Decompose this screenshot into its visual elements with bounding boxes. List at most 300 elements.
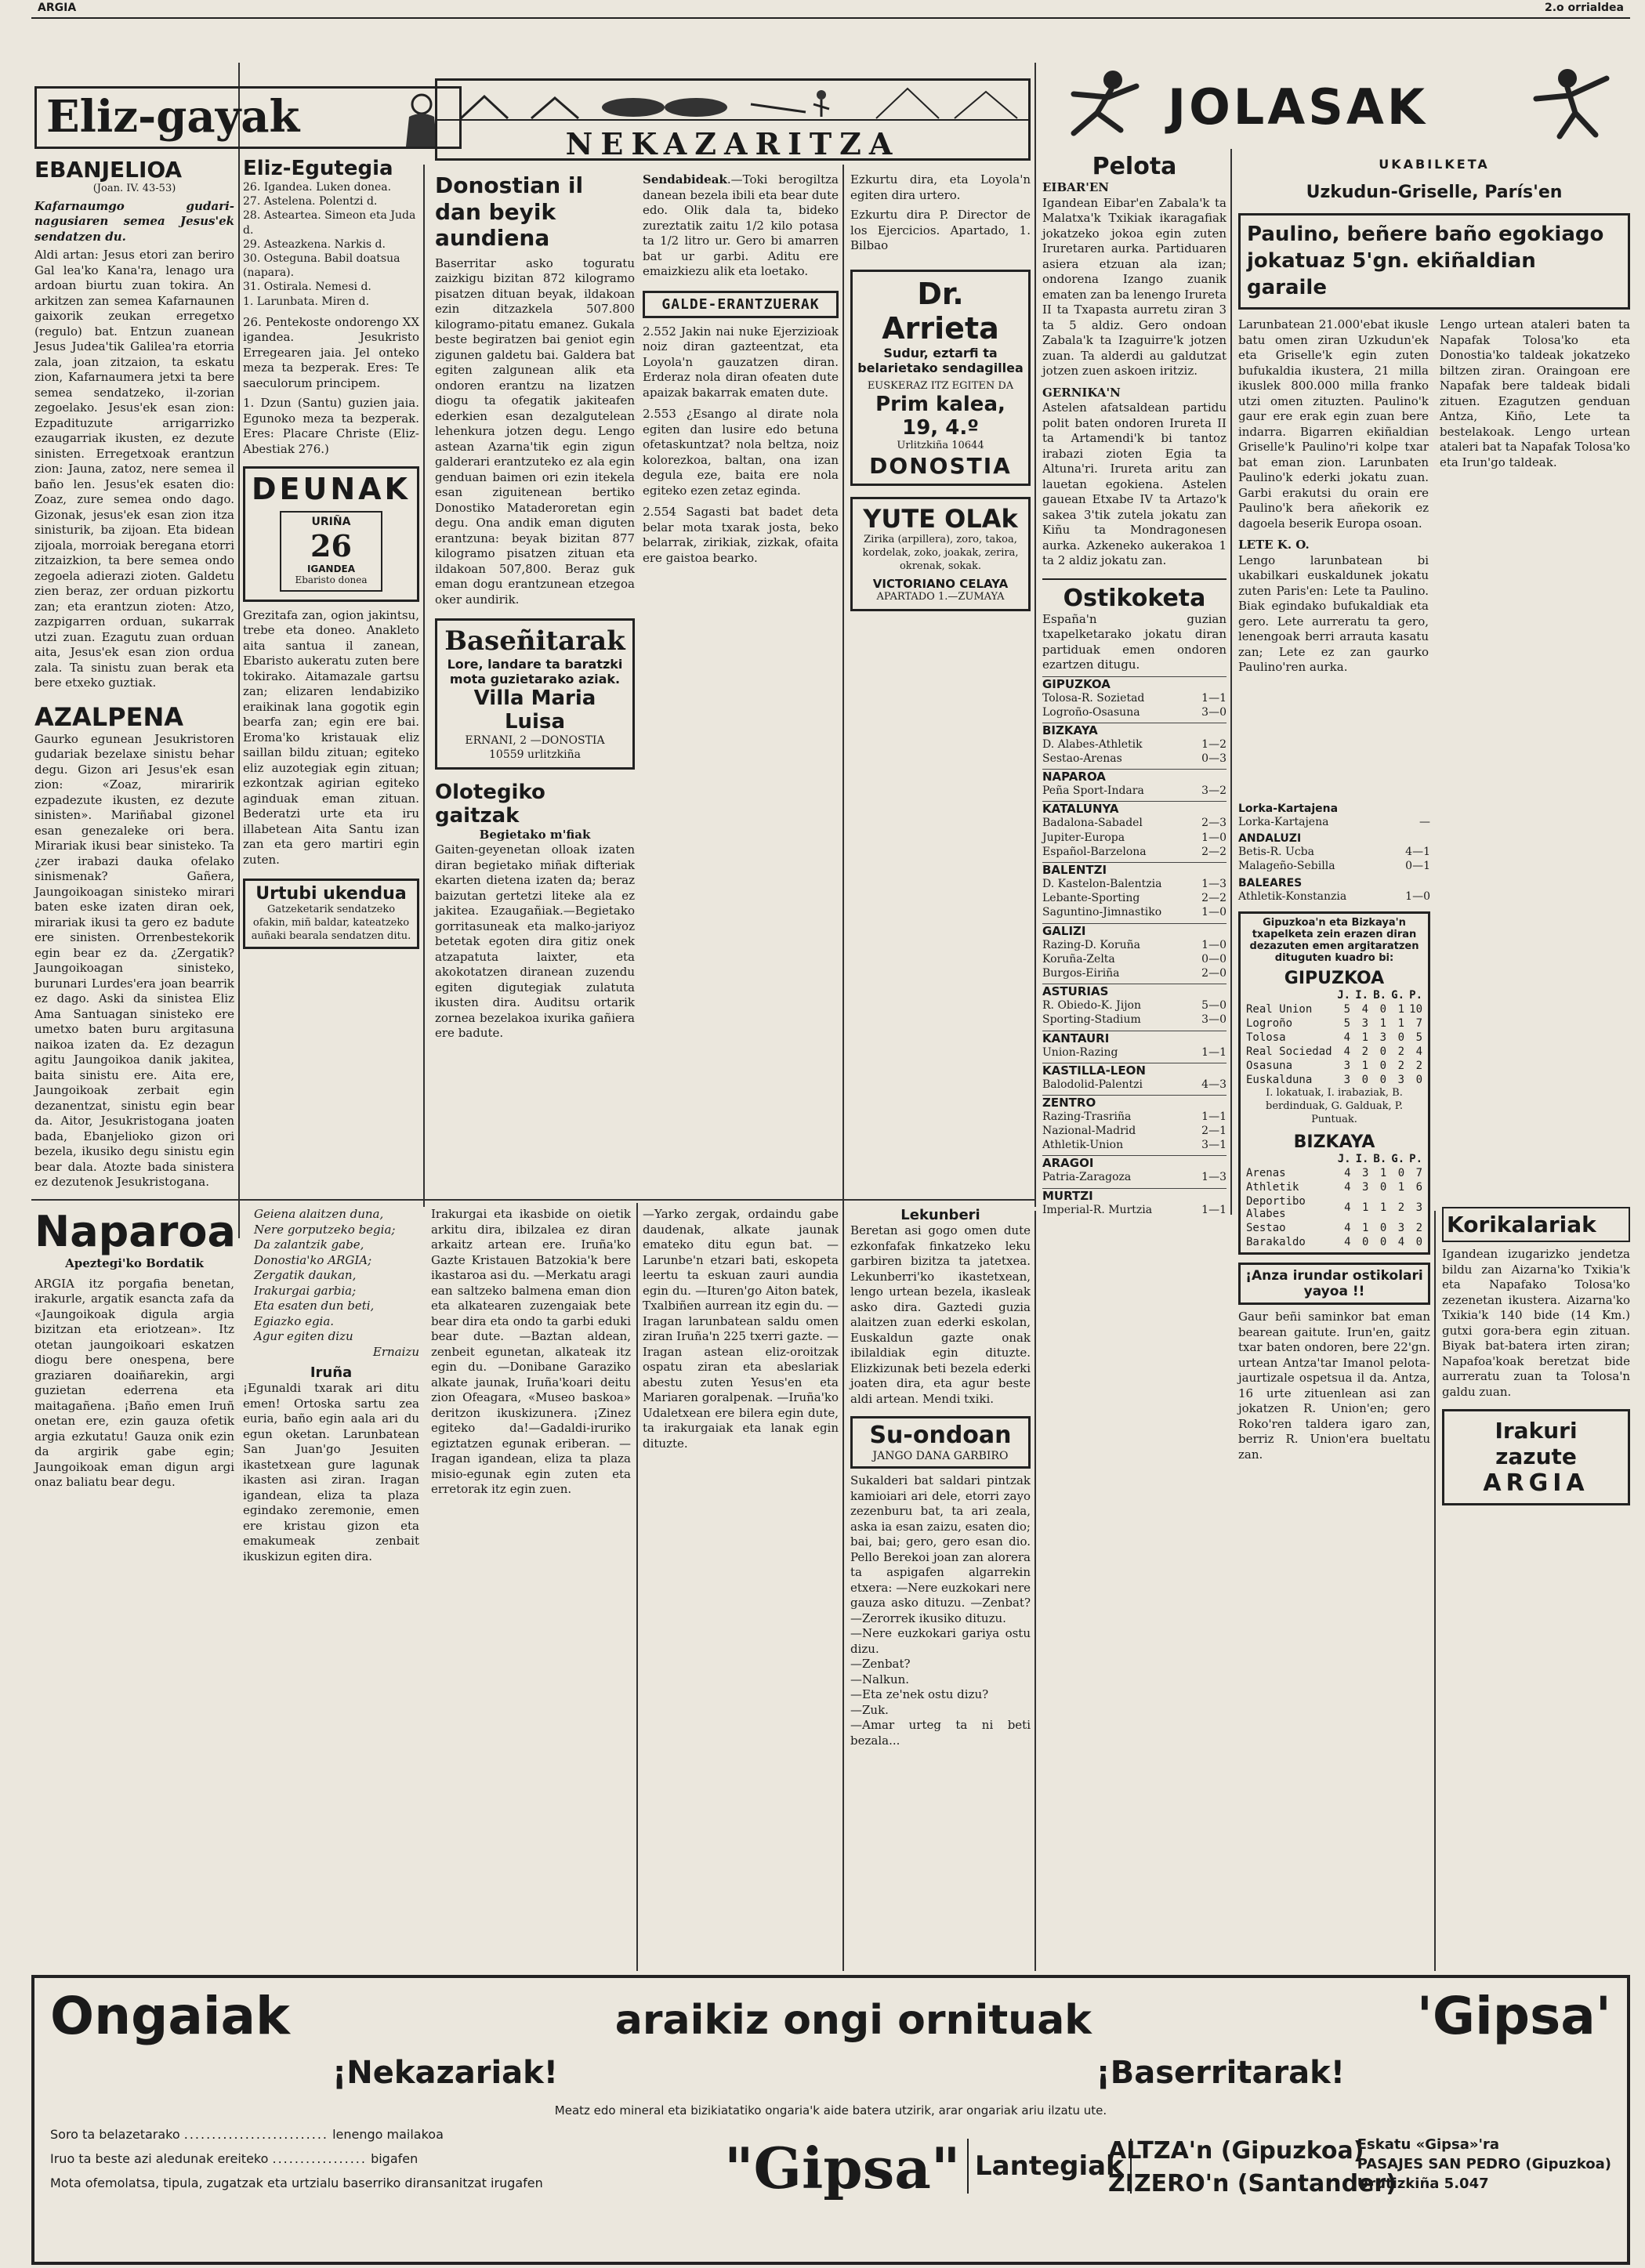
egutegia-column	[243, 157, 419, 1199]
nekazaritza-banner	[435, 78, 1031, 161]
lekunberri-text: Beretan asi gogo omen dute ezkonfafak finkatzeko leku garbiren bizitza ta jatetxea. Lekunberri'ko ikastetxean, lengo urtean bezela, ikasleak asko dira. Gaztedi guzia alaitzen zuan ederki eskolan, Euskaldun gazte onak ibilaldiak egin dituzte. Elizkizunak beti bezela ederki joaten dira, eta agur beste aldi artean. Mendi txiki.	[850, 1223, 1031, 1406]
table-row	[1244, 1045, 1425, 1059]
donostian-title: Donostian il dan beyik aundiena	[435, 172, 584, 252]
table-header-cell: I.	[1355, 1153, 1369, 1166]
match-row	[1042, 905, 1227, 919]
column-rule	[842, 165, 844, 1207]
match-teams: Jupiter-Europa	[1042, 831, 1125, 844]
table-row	[1244, 1031, 1425, 1045]
league-name: ZENTRO	[1042, 1095, 1227, 1110]
table-cell: 0	[1379, 1002, 1387, 1016]
table-cell: 3	[1397, 1073, 1405, 1086]
deunak-saint: Ebaristo donea	[295, 574, 368, 586]
table-cell: Deportibo Alabes	[1246, 1195, 1306, 1221]
match-row	[1042, 831, 1227, 845]
basetitarak-title: Baseñitarak	[444, 625, 625, 658]
pelota-text: Igandean Eibar'en Zabala'k ta Malatxa'k Txikiak ikaragafiak jokatzeko jokoa egin zuten Iruretaren aurka. Partiduaren asiera etzuan ala izan; ondorena Izango zuanik ematen zan ba lenengo Irureta II ta Txapasta aurretu ziran 3 ta 5 aldiz. Gero ondoan Zabala'k ta Izaguirre'k jotzen zuan. Ta alderdi au galdutzat jotzen zuen askoen iritziz.	[1042, 195, 1227, 378]
lete-text: Lengo larunbatean bi ukabilkari euskaldunek jokatu zuten Paris'en: Lete ta Paulino. Biak egindako bufukaldiak eta gero. Lete aurreratu ta gero, lenengoak berri arrauta kasatu zan; Lete ez zan gaurko Paulino'ren aurka.	[1238, 553, 1429, 675]
match-teams: Balodolid-Palentzi	[1042, 1078, 1143, 1091]
naparoa-col-2	[243, 1207, 419, 1967]
suondoan-dialog	[850, 1626, 1031, 1748]
match-teams: Burgos-Eiriña	[1042, 966, 1120, 980]
table-cell: Real Union	[1246, 1002, 1313, 1016]
table-row	[1244, 1073, 1425, 1087]
match-row	[1042, 1170, 1227, 1184]
table-cell: Arenas	[1246, 1167, 1286, 1180]
lete-title: LETE K. O.	[1238, 538, 1310, 553]
lekunberri-title: Lekunberi	[900, 1207, 980, 1223]
irunea-text: ¡Egunaldi txarak ari ditu emen! Ortoska sartu zea euria, baño egin aala ari du egun oketan. Larunbatean San Juan'go Jesuiten ikastetxean gure lagunak ikasten asi ziran. Iragan igandean, eliza ta plaza egindako zeremonie, emen ere kristau gizon eta emakumeak zenbait ikuskizun egiten dira.	[243, 1381, 419, 1563]
table-header-row	[1244, 1152, 1425, 1166]
table-cell: 3	[1361, 1016, 1369, 1030]
table-cell: 0	[1379, 1236, 1387, 1249]
poem-sign: Ernaizu	[372, 1344, 419, 1359]
egutegia-dzun: 1. Dzun (Santu) guzien jaia. Egunoko meza ta bezperak. Eres: Placare Christe (Eliz-Abestiak 276.)	[243, 396, 419, 456]
dr-sub: EUSKERAZ ITZ EGITEN DA	[867, 379, 1014, 392]
table-cell: 2	[1415, 1059, 1422, 1072]
bizkaya-title: BIZKAYA	[1293, 1132, 1375, 1153]
table-cell: 0	[1397, 1031, 1405, 1044]
match-score: 3—2	[1201, 784, 1227, 798]
poem-line: Geiena alaitzen duna,	[254, 1207, 384, 1221]
table-header-cell	[1244, 1152, 1335, 1166]
match-teams: Razing-D. Koruña	[1042, 938, 1140, 951]
gipsa-l1b: araikiz ongi ornituak	[614, 1997, 1092, 2044]
table-cell: 4	[1344, 1222, 1351, 1235]
match-row	[1042, 1078, 1227, 1092]
gipuzkoa-bizkaya-box	[1238, 911, 1430, 1255]
yute-addr: APARTADO 1.—ZUMAYA	[876, 590, 1005, 603]
naparoa-poem	[254, 1207, 419, 1345]
match-teams: Español-Barzelona	[1042, 845, 1147, 858]
column-rule	[423, 165, 425, 1207]
match-row	[1042, 1045, 1227, 1060]
dialog-line: —Amar urteg ta ni beti bezala...	[850, 1718, 1031, 1748]
match-score: 2—2	[1201, 845, 1227, 858]
egutegia-item: 1. Larunbata. Miren d.	[243, 295, 370, 308]
naparoa-text: ARGIA itz porgafia benetan, irakurle, argatik esancta zafa da «Jaungoikoak digula argia bizitzan eta eriotzean». Itz otetan jaungoikoari eskatzen diogu bere onespena, bere graziaren doaiñarekin, argi guzietan ederrena eta maitagañena. ¡Baño emen Iruñ onetan ere, ezin gauza ofetik argia ezkutatu! Gauza onik ezin da argirik gabe egin; Jaungoikoak eman digun argi onaz baliatu bear degu.	[34, 1276, 234, 1489]
eliz-title: Eliz-gayak	[46, 91, 300, 143]
pelota-column	[1042, 153, 1227, 1216]
gipsa-zizero: ZIZERO'n (Santander)	[1108, 2170, 1397, 2197]
deunak-box	[243, 466, 419, 602]
league-name: ARAGOI	[1042, 1155, 1227, 1170]
urtubi-box	[243, 879, 419, 949]
gipsa-brand: "Gipsa"	[724, 2135, 961, 2201]
table-cell: 4	[1361, 1002, 1369, 1016]
header-right: 2.o orrialdea	[1545, 2, 1624, 14]
table-cell: Tolosa	[1246, 1031, 1286, 1044]
match-teams: Imperial-R. Murtzia	[1042, 1203, 1153, 1216]
galdeg-answer-1: Ezkurtu dira, eta Loyola'n egiten dira urtero.	[850, 172, 1031, 202]
naparoa-col3-text: —Yarko zergak, ordaindu gabe daudenak, alkate jaunak emateko ditu egun bat. —Larunbe'n etzari bati, eskopeta leertu ta eskuan zauri aundia egin du. —Ituren'go Aiton batek, Txalbiñen aurrean itz egin du. —Iragan larunbatean saldu omen ziran Iruña'n 225 txerri gazte. —Iragan astean eliz-oroitzak ospatu ziran eta abeslariak abestu zuten Yesus'en eta Mariaren goralpenak. —Iruña'ko Udaletxean ere bilera egin dute, ta irakurgaiak eta lanak egin dituzte.	[643, 1207, 839, 1451]
ebanjelioa-ref: (Joan. IV. 43-53)	[92, 183, 176, 194]
table-cell: 5	[1343, 1002, 1351, 1016]
farmer-plowing-illustration	[437, 81, 1028, 128]
gipsa-pasajes: PASAJES SAN PEDRO (Gipuzkoa)	[1357, 2156, 1611, 2173]
anza-title: ¡Anza irundar ostikolari yayoa !!	[1245, 1268, 1423, 1300]
egutegia-title: Eliz-Egutegia	[243, 157, 393, 180]
match-teams: Patria-Zaragoza	[1042, 1171, 1132, 1184]
suondoan-box	[850, 1416, 1031, 1469]
table-cell: 0	[1379, 1073, 1387, 1086]
result-score: 0—1	[1405, 860, 1430, 873]
match-teams: R. Obiedo-K. Jijon	[1042, 999, 1141, 1013]
match-score: 3—0	[1201, 705, 1227, 719]
egutegia-item: 27. Astelena. Polentzi d.	[243, 195, 378, 208]
match-row	[1042, 1138, 1227, 1152]
table-cell: 3	[1361, 1167, 1369, 1180]
table-cell: 0	[1379, 1222, 1387, 1235]
yute-title: YUTE OLAk	[863, 504, 1018, 534]
match-score: 3—0	[1201, 1013, 1227, 1027]
yute-ad	[850, 497, 1031, 611]
table-cell: 7	[1415, 1016, 1422, 1030]
match-score: 3—1	[1201, 1139, 1227, 1152]
match-row	[1042, 877, 1227, 891]
sendabide-text: Toki berogiltza danean bezela ibili eta bear dute edo. Olik dala ta, bideko zureztatik zaitu 1/2 kilo potasa ta 1/2 litro ur. Gero bi amarren bat ur garbi. Aditu ere emaizkiezu alik eta loetako.	[643, 172, 839, 278]
dr-city: DONOSTIA	[869, 453, 1012, 480]
table-header-cell	[1244, 988, 1335, 1002]
ukabilketa-headline: Paulino, beñere baño egokiago jokatuaz 5'gn. ekiñaldian garaile	[1247, 223, 1604, 299]
gipsa-l1c: 'Gipsa'	[1416, 1986, 1611, 2046]
gipsa-lant-box	[967, 2139, 1132, 2194]
dr-line: Sudur, eztarfi ta belarietako sendagillea	[857, 345, 1024, 375]
dr-arrieta-ad	[850, 270, 1031, 487]
dialog-line: —Zuk.	[850, 1702, 889, 1717]
table-cell: 4	[1344, 1236, 1351, 1249]
results-group-name: Lorka-Kartajena	[1238, 802, 1339, 815]
korikalariak-box	[1442, 1207, 1630, 1242]
table-cell: Real Sociedad	[1246, 1045, 1332, 1058]
table-cell: 2	[1397, 1045, 1405, 1058]
match-row	[1042, 816, 1227, 830]
column-rule	[1034, 63, 1036, 1207]
sendabide-title: Sendabideak	[643, 172, 727, 187]
irunea-title: Iruña	[310, 1364, 353, 1381]
dialog-line: —Nere euzkokari gariya ostu dizu.	[850, 1626, 1031, 1656]
naparoa-fut-text: Lengo urtean ataleri baten ta Napafak Tolosa'ko eta Donostia'ko taldeak jokatzeko biltzen ziran. Oraingoan ere Napafak bere taldeak bidali zituen. Ezagutzen genduan Antza, Kiño, Lete ta bestelakoak. Lengo urtean ataleri bat ta Napafak Tolosa'ko eta Irun'go taldeak.	[1440, 317, 1630, 469]
column-rule	[636, 1203, 638, 1971]
results-column	[1238, 799, 1430, 1967]
table-row	[1244, 1166, 1425, 1180]
deunak-date-box	[280, 511, 382, 592]
table-cell: 0	[1415, 1073, 1422, 1086]
result-row	[1238, 889, 1430, 904]
table-cell: Athletik	[1246, 1181, 1299, 1194]
ukabilketa-text: Larunbatean 21.000'ebat ikusle batu omen ziran Uzkudun'ek eta Griselle'k egin zuten bufukaldia ikustera, 21 milla ikuslek 800.000 milla franko utzi omen zituzten. Paulino'k gaur ere erak egin zuan bere indarra. Bigarren ekiñaldian Griselle'k Paulino'ri kolpe txar bat eman zion. Larunbaten Paulino'k ederki jokatu zuan. Garbi erakutsi du orain ere Paulino'k bera añekorik ez dagoela beserik Europa osoan.	[1238, 317, 1429, 531]
league-name: BALENTZI	[1042, 862, 1227, 877]
match-row	[1042, 938, 1227, 952]
gipsa-f2: Iruo ta beste azi aledunak ereiteko	[50, 2150, 269, 2166]
result-score: 1—0	[1405, 889, 1430, 903]
ebanjelioa-column	[34, 157, 234, 1199]
table-cell: 0	[1379, 1045, 1387, 1058]
table-cell: 4	[1344, 1167, 1351, 1180]
egutegia-item: 29. Asteazkena. Narkis d.	[243, 237, 386, 251]
match-row	[1042, 1110, 1227, 1124]
match-teams: Nazional-Madrid	[1042, 1125, 1136, 1138]
olotegiko-text: Gaiten-geyenetan olloak izaten diran begietako miñak difteriak ekarten dietena izaten da; beraz baizutan gertetzi liteke ala ez jakitea. Ezaugañiak.—Begietako gorritasuneak eta malko-jariyoz betetak egoten dira gitiz onek atzapatuta laixter, eta akokotatzen diranean zuzendu egiten digutegiak zulatuta ikusten dira. Auditsu ortarik zornea bezelakoa ixurika gañiera ere badute.	[435, 842, 635, 1041]
table-cell: 3	[1415, 1201, 1422, 1215]
gipuzkoa-table	[1244, 988, 1425, 1087]
table-row	[1244, 1221, 1425, 1235]
korikalariak-column	[1442, 1207, 1630, 1967]
match-row	[1042, 845, 1227, 859]
table-header-cell: P.	[1409, 1153, 1422, 1166]
match-score: 1—3	[1201, 878, 1227, 890]
result-score: 4—1	[1405, 846, 1430, 859]
sendabide-block: Sendabideak.—Toki berogiltza danean bezela ibili eta bear dute edo. Olik dala ta, bideko zureztatik zaitu 1/2 kilo potasa ta 1/2 litro ur. Gero bi amarren bat ur garbi. Aditu ere emaizkiezu alik eta loetako.	[643, 172, 839, 278]
match-teams: Athletik-Union	[1042, 1139, 1124, 1152]
table-cell: 4	[1344, 1181, 1351, 1194]
table-row	[1244, 1059, 1425, 1073]
running-figure-icon	[1042, 63, 1152, 141]
table-row	[1244, 1235, 1425, 1249]
table-cell: 1	[1361, 1059, 1369, 1072]
irakurri-line2: ARGIA	[1483, 1469, 1589, 1497]
table-row	[1244, 1016, 1425, 1031]
table-cell: 1	[1397, 1016, 1405, 1030]
galdeg-item: 2.554 Sagasti bat badet deta belar mota txarak josta, beko belarrak, zirikiak, zizkak, ofaita ere gaistoa bearko.	[643, 505, 839, 565]
table-cell: 1	[1379, 1201, 1387, 1215]
gernika-title: GERNIKA'N	[1042, 385, 1121, 400]
match-teams: Badalona-Sabadel	[1042, 817, 1143, 830]
gernika-text: Astelen afatsaldean partidu polit baten ondoren Irureta II ta Artamendi'k bi tantoz irabazi zioten Egia ta Altuna'ri. Irureta aritu zan lauetan egokiena. Astelen gauean Etxabe IV ta Artazo'k sakea 3'tik zutela jokatu zan Kiñu ta Mondragonesen aurka. Azkeneko aukerakoa 1 ta 2 aldiz jokatu zan.	[1042, 400, 1227, 567]
poem-line: Nere gorputzeko begia;	[254, 1222, 396, 1237]
match-row	[1042, 1203, 1227, 1217]
table-cell: Barakaldo	[1246, 1236, 1306, 1249]
naparoa-sub: Apeztegi'ko Bordatik	[65, 1256, 204, 1270]
match-row	[1042, 784, 1227, 798]
ukabilketa-sub: Uzkudun-Griselle, París'en	[1306, 183, 1563, 202]
ukabilketa-headline-box	[1238, 213, 1630, 310]
table-cell: 3	[1361, 1181, 1369, 1194]
table-cell: 1	[1379, 1167, 1387, 1180]
table-cell: 3	[1343, 1059, 1351, 1072]
league-name: MURTZI	[1042, 1188, 1227, 1203]
table-cell: 4	[1415, 1045, 1422, 1058]
gipsa-f1: Soro ta belazetarako	[50, 2127, 180, 2142]
gipsa-f1b: lenengo mailakoa	[332, 2127, 444, 2142]
azalpena-text: Gaurko egunean Jesukristoren gudariak bezelaxe sinistu behar degu. Gizon ari Jesus'ek esan zion: «Zoaz, miraririk ezpadezute ikusten, ez dezute sinisten». Mariñabal gizonel esan genezaleke ori bera. Mirariak ikusi bear sinisteko. Ta ¿zer irabazi dauka ofelako sinismenak? Gañera, Jaungoikoagan sinisteko mirari baten eske izaten diran oek, mirariak ikusi ta gero ez badute ere sinisten. Orrenbestekorik egin bear ez da. ¿Zergatik? Jaungoikoagan sinisteko, burunari Lurdes'era joan bearrik ez dago. Aski da sinistea Eliz Ama Santuagan sinisteko ere umetxo baten buru argitasuna naikoa izaten da. Ez dezagun agitu Jaungoikoa danik jakitea, baita sinistu ere. Aita ere, Jaungoikoak zerbait egin dezanentzat, sinistu egin bear da. Aitor, Jesukristogana joaten bada, Ebanjelioko gizon ori bezela, ikusiko degu sinistu egin bear dala. Atozte bada sinistera ez dezutenok Jesukristogana.	[34, 731, 234, 1190]
result-row	[1238, 859, 1430, 873]
result-row	[1238, 815, 1430, 829]
table-header-cell: P.	[1409, 988, 1422, 1002]
egutegia-pentekoste: 26. Pentekoste ondorengo XX igandea. Jesukristo Erregearen jaia. Jel onteko meza ta bezperak. Eres: Te saeculorum principem.	[243, 314, 419, 390]
ebanjelioa-title: EBANJELIOA	[34, 157, 183, 183]
league-name: NAPAROA	[1042, 769, 1227, 784]
table-cell: 3	[1379, 1031, 1387, 1044]
urtubi-title: Urtubi ukendua	[255, 884, 407, 904]
match-score: 1—0	[1201, 831, 1227, 844]
galdeg-item: 2.553 ¿Esango al dirate nola egiten dan lusire edo betuna ofetaskuntzat? nola beltza, noiz kolorezkoa, baltan, ona izan degula eze, baita ere nola egiteko ezen zetaz eginda.	[643, 407, 839, 498]
match-teams: Sporting-Stadium	[1042, 1013, 1141, 1027]
ostikoketa-title: Ostikoketa	[1063, 584, 1206, 612]
match-row	[1042, 966, 1227, 980]
lekunberri-column	[850, 1207, 1031, 1967]
column-rule	[1034, 1211, 1036, 1971]
gipuzkoa-title: GIPUZKOA	[1284, 968, 1385, 988]
league-name: GALIZI	[1042, 923, 1227, 938]
match-score: 1—1	[1201, 1045, 1227, 1059]
poem-line: Agur egiten dizu	[254, 1329, 353, 1343]
olotegiko-sub: Begietako m'fiak	[479, 827, 591, 842]
dialog-line: —Nalkun.	[850, 1672, 910, 1687]
gipsa-f2b: bigafen	[371, 2150, 418, 2166]
table-cell: 0	[1361, 1073, 1369, 1086]
header-left: ARGIA	[38, 2, 77, 14]
poem-line: Irakurgai garbia;	[254, 1283, 357, 1298]
naparoa-title: Naparoa	[34, 1207, 236, 1256]
naparoa-col-4	[643, 1207, 839, 1967]
league-name: KATALUNYA	[1042, 801, 1227, 816]
table-cell: 1	[1397, 1002, 1405, 1016]
gipsa-altza: ALTZA'n (Gipuzkoa)	[1108, 2137, 1364, 2165]
result-score: —	[1419, 816, 1430, 828]
match-teams: Razing-Trasriña	[1042, 1110, 1132, 1123]
gipsa-ad	[31, 1975, 1630, 2265]
match-teams: Union-Razing	[1042, 1045, 1118, 1059]
gipsa-f2-row: Iruo ta beste azi aledunak ereiteko ................. bigafen	[50, 2150, 418, 2166]
nekazaritza-title: NEKAZARITZA	[565, 126, 900, 161]
egutegia-item: 30. Osteguna. Babil doatsua (napara).	[243, 252, 400, 280]
galdeg-answer-2: Ezkurtu dira P. Director de los Ejercicios. Apartado, 1. Bilbao	[850, 208, 1031, 252]
table-cell: 3	[1343, 1073, 1351, 1086]
table-cell: 4	[1343, 1045, 1351, 1058]
deunak-text: Grezitafa zan, ogion jakintsu, trebe eta doneo. Anakleto aita santua il zanean, Ebaristo aukeratu zuten bere tokirako. Aitamazale gartsu zan; elizaren lendabiziko eraikinak lana gogotik egin bearfa zan; egin ere bai. Eroma'ko kristauak eliz saillan bildu zituan; egiteko eliz auzotegiak egin zituan; ezkontzak agirian egiteko aginduak eman zituan. Bederatzi urte eta iru illabetean Aita Santu izan zan eta gero martiri egin zuten.	[243, 607, 419, 867]
deunak-title: DEUNAK	[251, 472, 411, 507]
table-cell: 1	[1379, 1016, 1387, 1030]
table-cell: 0	[1379, 1059, 1387, 1072]
league-name: KANTAURI	[1042, 1031, 1227, 1045]
table-cell: 2	[1397, 1059, 1405, 1072]
basetitarak-line: Lore, landare ta baratzki mota guzietarako aziak.	[447, 657, 623, 687]
poem-line: Da zalantzik gabe,	[254, 1237, 364, 1252]
gipuzkoa-notes: I. lokatuak, I. irabaziak, B. berdinduak, G. Galduak, P. Puntuak.	[1266, 1086, 1403, 1125]
table-header-row	[1244, 988, 1425, 1002]
table-cell: 1	[1361, 1222, 1369, 1235]
match-teams: Koruña-Zelta	[1042, 952, 1115, 966]
table-cell: 5	[1343, 1016, 1351, 1030]
table-cell: 2	[1397, 1201, 1405, 1215]
table-header-cell: G.	[1391, 1153, 1405, 1166]
poem-line: Zergatik daukan,	[254, 1268, 357, 1282]
galdeg-header	[643, 291, 839, 318]
deunak-weekday: IGANDEA	[306, 563, 356, 575]
ostikoketa-groups	[1042, 676, 1227, 1217]
suondoan-sub: JANGO DANA GARBIRO	[872, 1450, 1009, 1462]
match-score: 2—0	[1201, 966, 1227, 980]
table-cell: Logroño	[1246, 1016, 1293, 1030]
table-cell: 3	[1397, 1222, 1405, 1235]
gipsa-l1a: Ongaiak	[50, 1986, 290, 2046]
match-row	[1042, 891, 1227, 905]
match-row	[1042, 1124, 1227, 1138]
match-teams: Tolosa-R. Sozietad	[1042, 691, 1145, 705]
match-row	[1042, 691, 1227, 705]
table-cell: 2	[1415, 1222, 1422, 1235]
ukabilketa-title: UKABILKETA	[1379, 157, 1490, 172]
result-teams: Malageño-Sebilla	[1238, 860, 1335, 873]
match-score: 2—2	[1201, 892, 1227, 905]
table-cell: 0	[1415, 1236, 1422, 1249]
anza-text: Gaur beñi saminkor bat eman bearean gaitute. Irun'en, gaitz txar baten ondoren, bere 22'gn. urtean Antza'tar Imanol pelota-jaurtizale ospetsua il da. Antza, 16 urte zituenlean asi zan jokatzen R. Union'en; gero Roko'ren taldera igaro zan, berriz R. Union'era bueltatu zan.	[1238, 1310, 1430, 1462]
gipsa-f3: Mota ofemolatsa, tipula, zugatzak eta urtzialu baserriko diransanitzat irugafen	[50, 2175, 543, 2190]
column-rule	[842, 1203, 844, 1971]
egutegia-item: 28. Asteartea. Simeon eta Juda d.	[243, 209, 416, 237]
nekazaritza-col-c	[850, 172, 1031, 1191]
match-score: 2—3	[1201, 817, 1227, 830]
dr-tel: Urlitzkiña 10644	[897, 440, 984, 452]
ebanjelioa-text: Aldi artan: Jesus etori zan beriro Gal lea'ko Kana'ra, lenago ura ardoan biurtu zuan tokira. An arkitzen zan semea Kafarnaunen gaixorik zeukan erregetxo (regulo) bat. Entzun zuanean Jesus Judea'tik Galilea'ra etorria zala, joan zitzaion, ta eskatu zion, Kafarnaumera jetxi ta bere semea sendatzeko, il-zorian zegoelako. Jesus'ek esan zion: Ezpadituzute arrigarrizko ezaugarriak ikusten, ez dezute sinisten. Erregetxoak erantzun zion: Jauna, zatoz, nere semea il baño len. Jesus'ek esaten dio: Zoaz, zure semea ondo dago. Gizonak, jesus'ek esan zion itza sinisturik, ba zijoan. Eta bidean zijoala, morroiak beregana etorri zitzaizkion, ta bere semea ondo zegoela adierazi zioten. Galdetu zien beraz, zer orduan pizkortu zan; eta erantzun zioten: Atzo, zazpigarren orduan, sukarrak utzi zuan. Ezagutu zuan orduan aita, Jesus'ek esan zion ordua zala. Ta sinistu zuan berak eta bere etxeko guztiak.	[34, 248, 234, 690]
result-teams: Athletik-Konstanzia	[1238, 889, 1347, 903]
league-name: GIPUZKOA	[1042, 676, 1227, 691]
match-score: 0—3	[1201, 752, 1227, 766]
pelota-sub: EIBAR'EN	[1042, 180, 1109, 194]
match-score: 1—0	[1201, 906, 1227, 919]
throwing-figure-icon	[1520, 63, 1630, 141]
egutegia-list	[243, 180, 419, 309]
table-cell: 4	[1397, 1236, 1405, 1249]
nekazaritza-col-b	[643, 172, 839, 1191]
table-row	[1244, 1180, 1425, 1194]
poem-line: Eta esaten dun beti,	[254, 1299, 375, 1313]
league-name: BIZKAYA	[1042, 723, 1227, 737]
result-teams: Lorka-Kartajena	[1238, 816, 1329, 828]
eliz-section	[34, 86, 462, 149]
match-teams: Saguntino-Jimnastiko	[1042, 906, 1162, 919]
deunak-month: URIÑA	[311, 516, 351, 529]
table-cell: 6	[1415, 1181, 1422, 1194]
match-teams: D. Alabes-Athletik	[1042, 737, 1143, 751]
table-cell: 0	[1397, 1167, 1405, 1180]
result-teams: Betis-R. Ucba	[1238, 846, 1314, 859]
gipsa-eskatu: Eskatu «Gipsa»'ra	[1357, 2136, 1500, 2153]
match-teams: D. Kastelon-Balentzia	[1042, 878, 1162, 890]
naparoa-column	[34, 1207, 234, 1967]
match-row	[1042, 998, 1227, 1013]
match-score: 1—1	[1201, 1110, 1227, 1123]
korikalariak-title: Korikalariak	[1447, 1212, 1596, 1237]
league-name: ASTURIAS	[1042, 984, 1227, 998]
naparoa-col2-text: Irakurgai eta ikasbide on oietik arkitu dira, ibilzalea ez diran arkaitz artean ere. Iruña'ko Gazte Kristauen Batzokia'k bere ikastaroa asi du. —Merkatu aragi ean saltzeko balmena eman dion eta alkatearen zuzengaiak bete bear dira eta ondo ta garbi eduki bear dute. —Baztan aldean, zenbeit egunetan, alkateak itz egin du. —Donibane Garaziko alkate jaunak, Iruña'koari deitu zion Ofeagara, «Museo baskoa» deritzon ikuskizunera. ¡Zinez egiteko da!—Gadaldi-iruriko egiztatzen egunak eriberan. —Iragan igandean, eliza ta plaza misio-egunak egin zuten eta erretorak itz egin zuen.	[431, 1207, 631, 1496]
galdeg-items	[643, 324, 839, 567]
table-cell: Osasuna	[1246, 1059, 1293, 1072]
table-row	[1244, 1002, 1425, 1016]
table-header-cell: J.	[1337, 988, 1351, 1002]
azalpena-title: AZALPENA	[34, 701, 183, 732]
results-list	[1238, 802, 1430, 904]
gipsa-f1-row: Soro ta belazetarako .......................... lenengo mailakoa	[50, 2127, 444, 2142]
galdeg-item: 2.552 Jakin nai nuke Ejerzizioak noiz diran gazteentzat, eta Loyola'n gauzatzen diran. Erderaz nola diran ofeaten dute apaizak bakarrak ematen dute.	[643, 324, 839, 400]
section-rule	[31, 1199, 1034, 1201]
match-teams: Peña Sport-Indara	[1042, 784, 1144, 798]
table-cell: 4	[1344, 1201, 1351, 1215]
table-cell: 7	[1415, 1167, 1422, 1180]
ebanjelioa-lead: Kafarnaumgo gudari-nagusiaren semea Jesus'ek sendatzen du.	[34, 198, 234, 244]
table-cell: 1	[1397, 1181, 1405, 1194]
league-name: KASTILLA-LEON	[1042, 1063, 1227, 1078]
match-row	[1042, 752, 1227, 766]
ostikoketa-intro: España'n guzian txapelketarako jokatu diran partiduak emen ondoren ezartzen ditugu.	[1042, 611, 1227, 672]
table-cell: 2	[1361, 1045, 1369, 1058]
galdeg-title: GALDE-ERANTZUERAK	[661, 295, 820, 313]
gipsa-lant: Lantegiak	[975, 2150, 1124, 2182]
column-rule	[238, 63, 240, 1238]
korikalariak-text: Igandean izugarizko jendetza bildu zan Aizarna'ko Txikia'k eta Napafako Tolosa'ko zezenetan ikustera. Aizarna'ko Txikia'k 140 bide (14 Km.) gutxi gora-bera egin zituan. Biyak bat-batera irten ziran; Napafoa'koak beretzat bide aurreratu zuan ta Tolosa'n galdu zuan.	[1442, 1247, 1630, 1399]
match-score: 1—1	[1201, 1203, 1227, 1216]
